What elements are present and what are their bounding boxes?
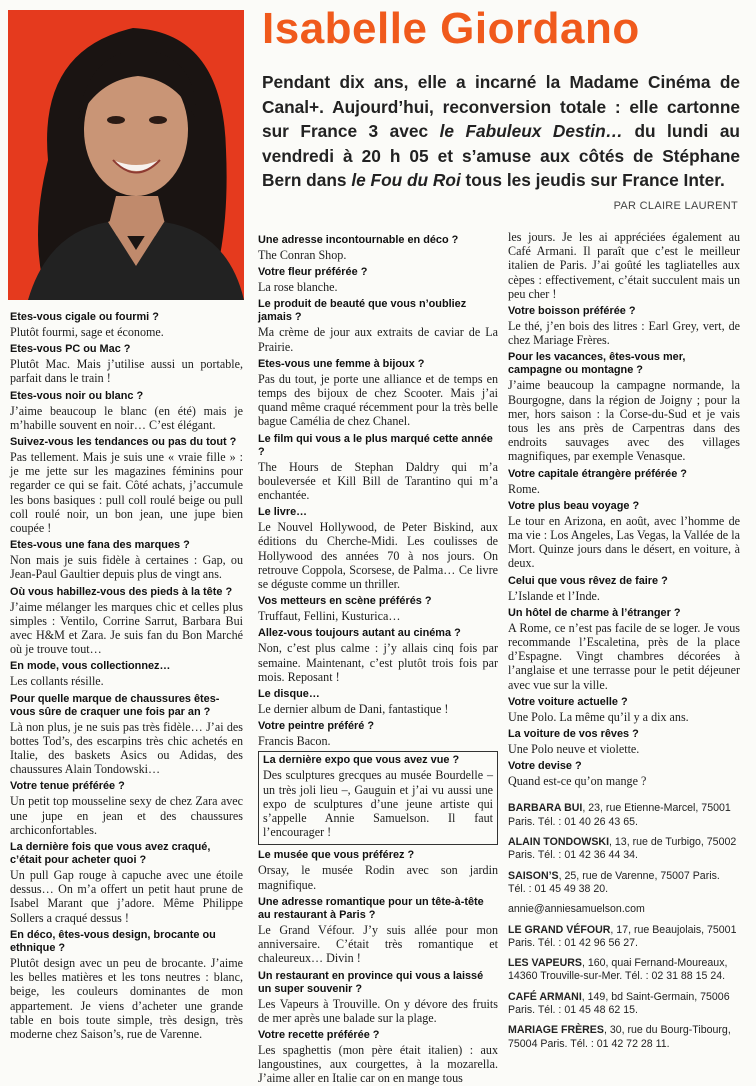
answer: Un petit top mousseline sexy de chez Zara avec une jupe en jean et des chaussures archiconfortables. — [10, 794, 243, 837]
question: Un restaurant en province qui vous a laissé un super souvenir ? — [258, 969, 484, 995]
answer: Les collants résille. — [10, 674, 104, 689]
question: Votre recette préférée ? — [258, 1028, 380, 1041]
answer: Le tour en Arizona, en août, avec l’homme de ma vie : Los Angeles, Las Vegas, la Vallée de la Mort. Quinze jours dans le désert, en voiture, à deux. — [508, 513, 740, 571]
address-entry — [508, 903, 740, 916]
question: La voiture de vos rêves ? — [508, 728, 639, 741]
answer: Rome. — [508, 481, 540, 496]
question: Votre tenue préférée ? — [10, 780, 125, 793]
intro-title-1: le Fabuleux Destin… — [439, 121, 623, 141]
highlighted-box — [258, 751, 498, 845]
address-name: SAISON’S — [508, 869, 559, 882]
question: Etes-vous cigale ou fourmi ? — [10, 311, 159, 323]
question: Etes-vous une femme à bijoux ? — [258, 357, 425, 370]
answer: Pas du tout, je porte une alliance et de temps en temps des bijoux de chez Scooter. Mais j’ai quand même craqué récemment pour la très belle bague Camélia de chez Chanel. — [258, 371, 498, 429]
article-title: Isabelle Giordano — [262, 4, 640, 53]
address-entry — [508, 836, 740, 863]
answer: Un pull Gap rouge à capuche avec une étoile dessus… On m’a offert un petit haut prune de Isabel Marant que j’adore. Même Philippe Sollers a craqué dessus ! — [10, 868, 243, 925]
answer: La rose blanche. — [258, 280, 338, 295]
intro-text-1: Pendant dix ans, elle a incarné la Madame Cinéma de Canal+. Aujourd’hui, reconversion totale : elle cartonne sur France 3 avec — [262, 72, 740, 141]
question: Votre voiture actuelle ? — [508, 695, 628, 708]
question: Votre fleur préférée ? — [258, 266, 368, 279]
answer: Là non plus, je ne suis pas très fidèle… J’ai des bottes Tod’s, des escarpins très chic achetés en Italie, des baskets Asics ou Adidas, des chaussures Alain Tondowski… — [10, 719, 243, 777]
question: Votre boisson préférée ? — [508, 305, 636, 318]
question: Le musée que vous préférez ? — [258, 849, 415, 862]
answer: Une Polo neuve et violette. — [508, 742, 640, 757]
address-entry — [508, 924, 740, 951]
column-2 — [258, 230, 498, 1086]
question: Votre peintre préféré ? — [258, 720, 374, 733]
question: Le produit de beauté que vous n’oubliez jamais ? — [258, 298, 467, 324]
answer: J’aime beaucoup le blanc (en été) mais je m’habille souvent en noir… C’est élégant. — [10, 403, 243, 432]
answer: Le thé, j’en bois des litres : Earl Grey, vert, de chez Mariage Frères. — [508, 319, 740, 348]
answer: Pas tellement. Mais je suis une « vraie fille » : je me jette sur les magazines féminins pour regarder ce qui se fait. Côté achats, j’accumule les bons basiques : pull coll roulé beige ou pull coll roulé noir, un bon jean, une jupe bien coupée ! — [10, 450, 243, 536]
question: Le film qui vous a le plus marqué cette année ? — [258, 432, 493, 458]
address-details: , 13, rue de Turbigo, 75002 Paris. Tél. : 01 42 36 44 34. — [508, 836, 737, 862]
question: La dernière expo que vous avez vue ? — [263, 754, 460, 767]
question: En déco, êtes-vous design, brocante ou ethnique ? — [10, 928, 216, 954]
question: Une adresse incontournable en déco ? — [258, 234, 459, 246]
question: Pour quelle marque de chaussures êtes-vous sûre de craquer une fois par an ? — [10, 692, 220, 718]
answer: Non, c’est plus calme : j’y allais cinq fois par semaine. Maintenant, c’est plutôt trois fois par mois. Reposant ! — [258, 641, 498, 684]
question: Etes-vous noir ou blanc ? — [10, 389, 144, 402]
answer: The Conran Shop. — [258, 248, 347, 262]
answer: Non mais je suis fidèle à certaines : Gap, ou Jean-Paul Gaultier depuis plus de vingt ans. — [10, 553, 243, 582]
question: Le livre… — [258, 506, 308, 519]
address-details: , 17, rue Beaujolais, 75001 Paris. Tél. : 01 42 96 56 27. — [508, 923, 737, 949]
answer: Le dernier album de Dani, fantastique ! — [258, 702, 449, 717]
address-entry — [508, 870, 740, 897]
answer: Les spaghettis (mon père était italien) : aux langoustines, aux courgettes, à la mozarella. J’aime aller en Italie car on en mange tous — [258, 1042, 498, 1086]
address-name: ALAIN TONDOWSKI — [508, 836, 610, 849]
question: Allez-vous toujours autant au cinéma ? — [258, 627, 461, 640]
answer: J’aime mélanger les marques chic et celles plus simples : Ventilo, Corrine Sarrut, Barbara Bui avec H&M et Zara. Je suis fan du Bon Marché où je trouve tout… — [10, 599, 243, 657]
answer: Plutôt Mac. Mais j’utilise aussi un portable, parfait dans le train ! — [10, 357, 243, 386]
address-name: LE GRAND VÉFOUR — [508, 923, 611, 936]
answer: Truffaut, Fellini, Kusturica… — [258, 609, 401, 624]
answer-continuation: les jours. Je les ai appréciées également au Café Armani. Il paraît que c’est le meilleur italien de Paris. J’ai goûté les tagliatelles aux cèpes : effectivement, c’était succulent mais un peu cher ! — [508, 230, 740, 301]
question: En mode, vous collectionnez… — [10, 660, 171, 673]
question: Celui que vous rêvez de faire ? — [508, 574, 668, 587]
portrait-illustration — [8, 10, 244, 300]
answer: L’Islande et l’Inde. — [508, 588, 600, 603]
address-list — [508, 802, 740, 1050]
answer: Quand est-ce qu’on mange ? — [508, 774, 647, 789]
intro-text-2: du lundi au vendredi à 20 h 05 et s’amuse aux côtés de Stéphane Bern dans — [262, 121, 740, 190]
question: Votre devise ? — [508, 760, 582, 773]
answer: Les Vapeurs à Trouville. On y dévore des fruits de mer après une balade sur la plage. — [258, 996, 498, 1025]
address-name: BARBARA BUI — [508, 802, 583, 815]
address-name: MARIAGE FRÈRES — [508, 1024, 604, 1037]
answer: Une Polo. La même qu’il y a dix ans. — [508, 709, 689, 724]
column-1 — [10, 307, 243, 1041]
address-entry — [508, 991, 740, 1018]
question: Une adresse romantique pour un tête-à-tête au restaurant à Paris ? — [258, 895, 484, 921]
answer: A Rome, ce n’est pas facile de se loger. Je vous recommande l’Escaletina, près de la place d’Espagne. Vingt chambres décorées à l’anglaise et une terrasse pour le petit déjeuner avec vue sur la ville. — [508, 620, 740, 692]
answer: Plutôt fourmi, sage et économe. — [10, 325, 164, 339]
answer: Ma crème de jour aux extraits de caviar de La Prairie. — [258, 325, 498, 354]
answer: J’aime beaucoup la campagne normande, la Bourgogne, dans la région de Joigny ; pour la mer, hors saison : la Corse-du-Sud et je vais tous les ans près de Carpentras dans des endroits sauvages avec des villages magnifiques, par exemple Venasque. — [508, 378, 740, 464]
address-entry — [508, 1024, 740, 1051]
address-details: , 23, rue Etienne-Marcel, 75001 Paris. Tél. : 01 40 26 43 65. — [508, 802, 731, 828]
address-details: , 160, quai Fernand-Moureaux, 14360 Trouville-sur-Mer. Tél. : 02 31 88 15 24. — [508, 957, 728, 983]
answer: Des sculptures grecques au musée Bourdelle – un très joli lieu –, Gauguin et j’ai vu aussi une expo de sculptures d’une jeune artiste qui s’appelle Annie Samuelson. Il faut l’encourager ! — [263, 768, 493, 840]
intro-title-2: le Fou du Roi — [351, 170, 461, 190]
answer: The Hours de Stephan Daldry qui m’a bouleversée et Kill Bill de Tarantino qui m’a enchantée. — [258, 459, 498, 503]
question: Votre capitale étrangère préférée ? — [508, 467, 687, 480]
intro-text-3: tous les jeudis sur France Inter. — [460, 170, 725, 190]
address-details: , 30, rue du Bourg-Tibourg, 75004 Paris. Tél. : 01 42 72 28 11. — [508, 1024, 731, 1050]
column-3 — [508, 230, 740, 1050]
question: Suivez-vous les tendances ou pas du tout ? — [10, 436, 237, 449]
address-name: CAFÉ ARMANI — [508, 990, 582, 1003]
byline: PAR CLAIRE LAURENT — [613, 200, 738, 212]
portrait-photo — [8, 10, 244, 300]
answer: Le Nouvel Hollywood, de Peter Biskind, aux éditions du Cherche-Midi. Les coulisses de Hollywood des années 70 à nos jours. On retrouve Coppola, Scorsese, de Palma… Ce livre se déguste comme un thriller. — [258, 520, 498, 592]
question: Le disque… — [258, 688, 320, 701]
article-intro — [262, 70, 740, 193]
answer: Plutôt design avec un peu de brocante. J’aime les belles matières et les tons neutres : blanc, beige, les couleurs dominantes de mon appartement. Je viens d’acheter une grande table en bois toute simple, très design, très moderne chez Saison’s, rue de Varenne. — [10, 955, 243, 1041]
answer: Francis Bacon. — [258, 734, 331, 749]
email-address: annie@anniesamuelson.com — [508, 903, 645, 916]
question: Votre plus beau voyage ? — [508, 499, 640, 512]
address-entry — [508, 957, 740, 984]
answer: Le Grand Véfour. J’y suis allée pour mon anniversaire. C’était très romantique et chaleureux… Divin ! — [258, 922, 498, 966]
address-details: , 149, bd Saint-Germain, 75006 Paris. Tél. : 01 45 48 62 15. — [508, 990, 730, 1017]
address-details: , 25, rue de Varenne, 75007 Paris. Tél. : 01 45 49 38 20. — [508, 869, 720, 895]
address-name: LES VAPEURS — [508, 957, 582, 970]
answer: Orsay, le musée Rodin avec son jardin magnifique. — [258, 863, 498, 892]
question: La dernière fois que vous avez craqué, c’était pour acheter quoi ? — [10, 841, 211, 867]
question: Vos metteurs en scène préférés ? — [258, 595, 432, 608]
address-entry — [508, 802, 740, 829]
question: Où vous habillez-vous des pieds à la tête ? — [10, 585, 233, 598]
question: Pour les vacances, êtes-vous mer, campagne ou montagne ? — [508, 351, 686, 377]
question: Etes-vous PC ou Mac ? — [10, 343, 131, 356]
question: Etes-vous une fana des marques ? — [10, 539, 190, 552]
question: Un hôtel de charme à l’étranger ? — [508, 606, 681, 619]
